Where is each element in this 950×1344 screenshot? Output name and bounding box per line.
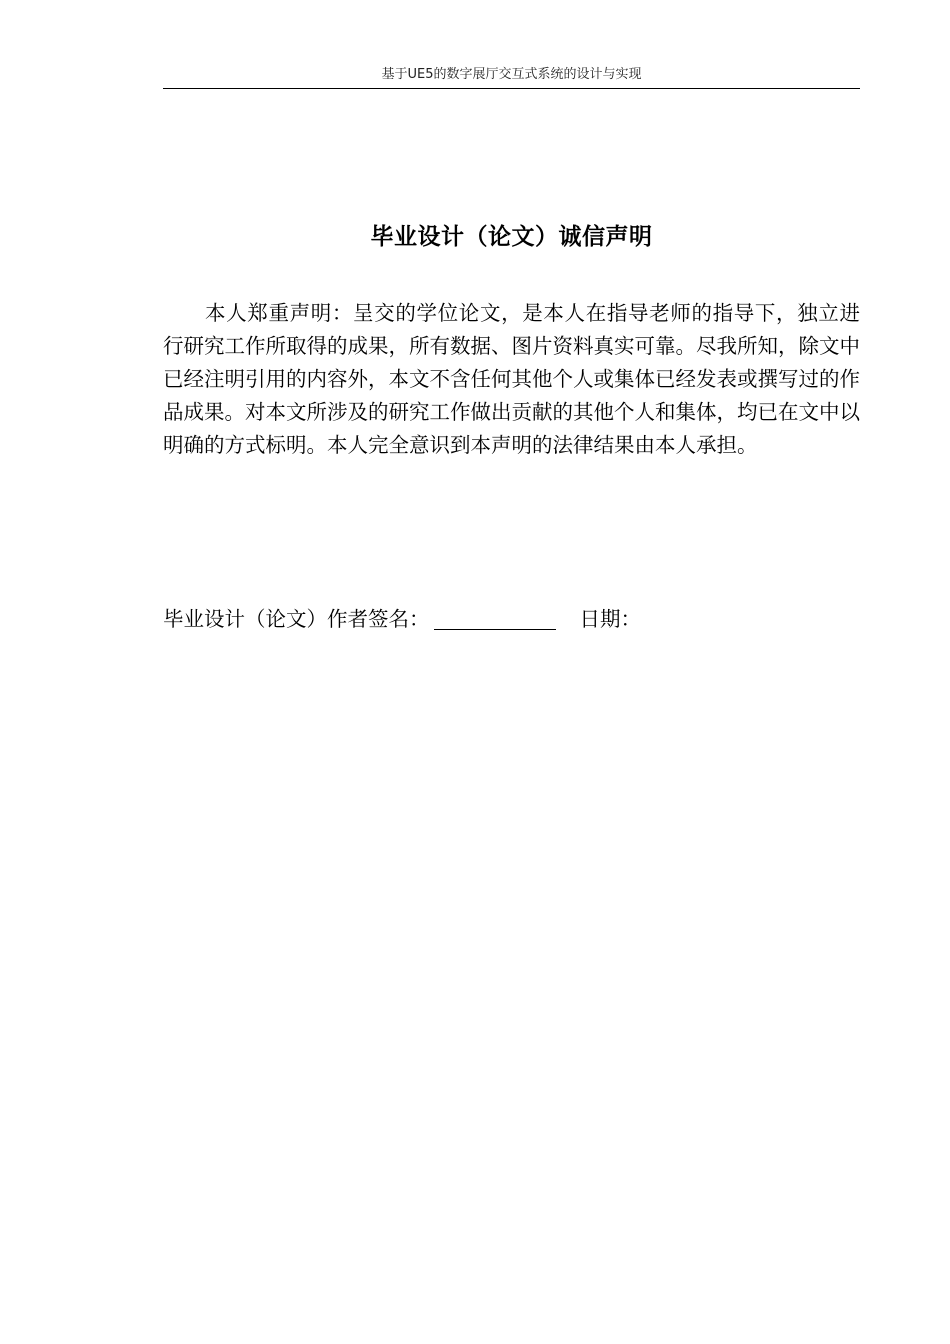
date-label: 日期： xyxy=(579,607,641,631)
author-signature-label: 毕业设计（论文）作者签名： xyxy=(163,607,430,631)
signature-line xyxy=(163,604,641,634)
declaration-body: 本人郑重声明：呈交的学位论文，是本人在指导老师的指导下，独立进行研究工作所取得的成果，所有数据、图片资料真实可靠。尽我所知，除文中已经注明引用的内容外，本文不含任何其他个人或集体已经发表或撰写过的作品成果。对本文所涉及的研究工作做出贡献的其他个人和集体，均已在文中以明确的方式标明。本人完全意识到本声明的法律结果由本人承担。 xyxy=(163,301,860,457)
page-title: 毕业设计（论文）诚信声明 xyxy=(370,224,653,250)
running-title: 基于UE5的数字展厅交互式系统的设计与实现 xyxy=(381,67,642,82)
author-signature-field xyxy=(434,605,556,630)
page-header xyxy=(163,64,860,89)
